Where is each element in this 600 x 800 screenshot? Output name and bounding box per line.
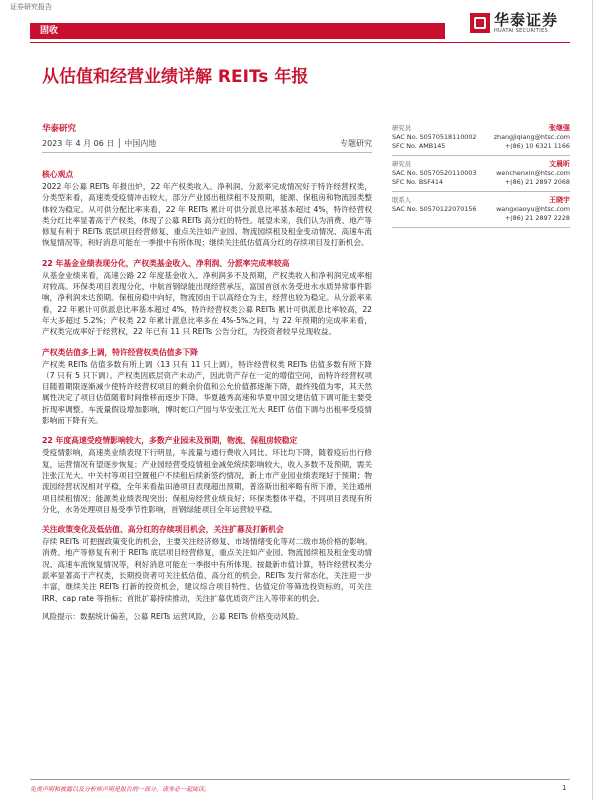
section-block xyxy=(42,435,372,515)
analyst-sfc: SFC No. AMB145 xyxy=(392,142,446,150)
section-block xyxy=(42,524,372,604)
header-divider xyxy=(30,42,570,43)
analyst-phone: +(86) 10 6321 1166 xyxy=(504,142,570,150)
main-column xyxy=(42,122,372,622)
footer-divider xyxy=(30,779,570,780)
analyst-sfc: SFC No. BSF414 xyxy=(392,178,444,186)
disclaimer-note: 免责声明和披露以及分析师声明是报告的一部分，请务必一起阅读。 xyxy=(30,786,211,793)
section-block xyxy=(42,258,372,338)
analyst-role: 联系人 xyxy=(392,196,412,204)
analyst-phone: +(86) 21 2897 2228 xyxy=(504,214,570,222)
analyst-name: 张继强 xyxy=(549,124,570,132)
org-name: 华泰研究 xyxy=(42,124,77,134)
analyst-column xyxy=(392,124,570,232)
section-heading: 产权类估值多上调，特许经营权类估值多下降 xyxy=(42,347,198,357)
risk-note: 风险提示：数据统计偏差，公募 REITs 运营风险，公募 REITs 价格变动风险。 xyxy=(42,611,304,621)
analyst-role: 研究员 xyxy=(392,160,412,168)
analyst-card xyxy=(392,124,570,156)
report-date: 2023 年 4 月 06 日 │ 中国内地 xyxy=(42,139,157,148)
report-kind: 专题研究 xyxy=(340,139,372,148)
analyst-email: wangxiaoyu@htsc.com xyxy=(496,205,570,213)
analyst-card xyxy=(392,196,570,228)
core-view-text: 2022 年公募 REITs 年报出炉，22 年产权类收入、净利润、分派率完成情况好于特许经营权类，分类型来看，高速类受疫情冲击较大，部分产业园出租续租不及预期，能源、保租房和物流园类整体较为稳定。从可供分配比率来看，22 年 REITs 累计可供分派息比率基本超过 4%，特许经营权类分红比率显著高于产权类，体现了公募 REITs 高分红的特性。展望未来，我们认为消费、地产等修复有利于 REITs 底层项目经营修复，重点关注如产业园、物流园续租及租金变动情况、高速车流恢复情况等，利好消息可能在一季报中有所体现；继续关注低估值高分红的存续项目及打新机会。 xyxy=(42,182,372,248)
section-heading: 22 年度高速受疫情影响较大，多数产业园未及预期，物流、保租房较稳定 xyxy=(42,436,298,446)
analyst-name: 王晓宇 xyxy=(549,196,570,204)
section-block xyxy=(42,347,372,427)
report-title: 从估值和经营业绩详解 REITs 年报 xyxy=(42,67,309,87)
analyst-phone: +(86) 21 2897 2068 xyxy=(504,178,570,186)
analyst-sac: SAC No. S0570122070156 xyxy=(392,205,477,213)
section-text: 从基金业绩来看，高速公路 22 年度基金收入、净利润多不及预期，产权类收入和净利润完成率相对较高。环保类项目表现分化，中航首钢绿能出现经营承压，富国首创水务受进水水质异常事件影响，净利润未达预期。保租房稳中向好，物流园由于以高经仓为主，经营也较为稳定。从分派率来看，22 年累计可供派息比率基本超过 4%，特许经营权类公募 REITs 累计可供派息比率较高，22 年大多超过 5.2%；产权类 22 年累计派息比率多在 4%-5%之间，与 22 年预期的完成率来看，产权类完成率好于经营权，22 年已有 11 只 REITs 公告分红，为投资者较早兑现收益。 xyxy=(42,270,372,337)
analyst-email: wenchenxin@htsc.com xyxy=(496,169,570,177)
section-text: 受疫情影响，高速类业绩表现下行明显，车流量与通行费收入同比、环比均下降，随着疫后出行修复，运营情况有望逐步恢复；产业园经营受疫情租金减免统续影响较大，收入多数不及预期，需关注张江光大、中关村等项目空置租户不续租后续新签约情况，新上市产业园业绩表现好于预期；物流园经营状况相对平稳，全年来看盐田港项目表现超出预期，普洛斯出租率略有所下滑，关注通州项目续租情况；能源类业绩表现突出；保租房经营业绩良好；环保类整体平稳，不同项目表现有所分化，水务处理项目易受季节性影响，首钢绿能项目全年运营较平稳。 xyxy=(42,448,372,514)
analyst-email: zhangjiqiang@htsc.com xyxy=(493,133,570,141)
core-view-title: 核心观点 xyxy=(42,170,74,179)
logo-name-en: HUATAI SECURITIES xyxy=(494,28,548,34)
section-text: 存续 REITs 可把握政策变化的机会，主要关注经济修复、市场情绪变化等对二级市场价格的影响。消费、地产等修复有利于 REITs 底层项目经营修复，重点关注如产业园、物流园续租及租金变动情况、高速车流恢复情况等，利好消息可能在一季报中有所体现。按最新市值计算，特许经营权类分派率显著高于产权类，长期投资者可关注低估值、高分红的机会。REITs 发行常态化，关注迎一步丰富，继续关注 REITs 打新的投资机会，建议综合项目特性、估值定价等筛选投资标的，可关注 IRR、cap rate 等指标；首批扩募持续推动，关注扩募优质资产注入等带来的机会。 xyxy=(42,537,372,603)
section-heading: 关注政策变化及低估值、高分红的存续项目机会，关注扩募及打新机会 xyxy=(42,525,284,535)
analyst-sac: SAC No. S0570520110003 xyxy=(392,169,477,177)
section-heading: 22 年基金业绩表现分化，产权类基金收入、净利润、分派率完成率较高 xyxy=(42,258,290,268)
analyst-role: 研究员 xyxy=(392,124,412,132)
huatai-logo-icon xyxy=(470,13,490,33)
analyst-sac: SAC No. S0570518110002 xyxy=(392,133,477,141)
analyst-card xyxy=(392,160,570,192)
page-number: 1 xyxy=(562,784,567,792)
huatai-logo xyxy=(470,12,558,34)
date-line xyxy=(42,138,372,153)
report-type-label: 证券研究报告 xyxy=(10,3,52,11)
analyst-name: 文晨昕 xyxy=(549,160,570,168)
section-text: 产权类 REITs 估值多数有所上调（13 只有 11 只上调），特许经营权类 REITs 估值多数有所下降（7 只有 5 只下调）。产权类因底层资产未动产，因此资产存在一定的增值空间，而特许经营权项目随着期限逐渐减少使特许经营权项目的剩余价值和公允价值都逐渐下降，最终残值为零，其天然属性决定了项目估值随着时间推移而逐步下降。华夏越秀高速和华夏中国交建估值下调可能主要受折现率调整、车流量假设增加影响，博时蛇口产园与华安张江光大 REIT 估值下调与出租率受疫情影响而下降有关。 xyxy=(42,359,372,426)
logo-name-cn: 华泰证券 xyxy=(494,11,559,29)
section-banner: 固收 xyxy=(30,23,445,39)
